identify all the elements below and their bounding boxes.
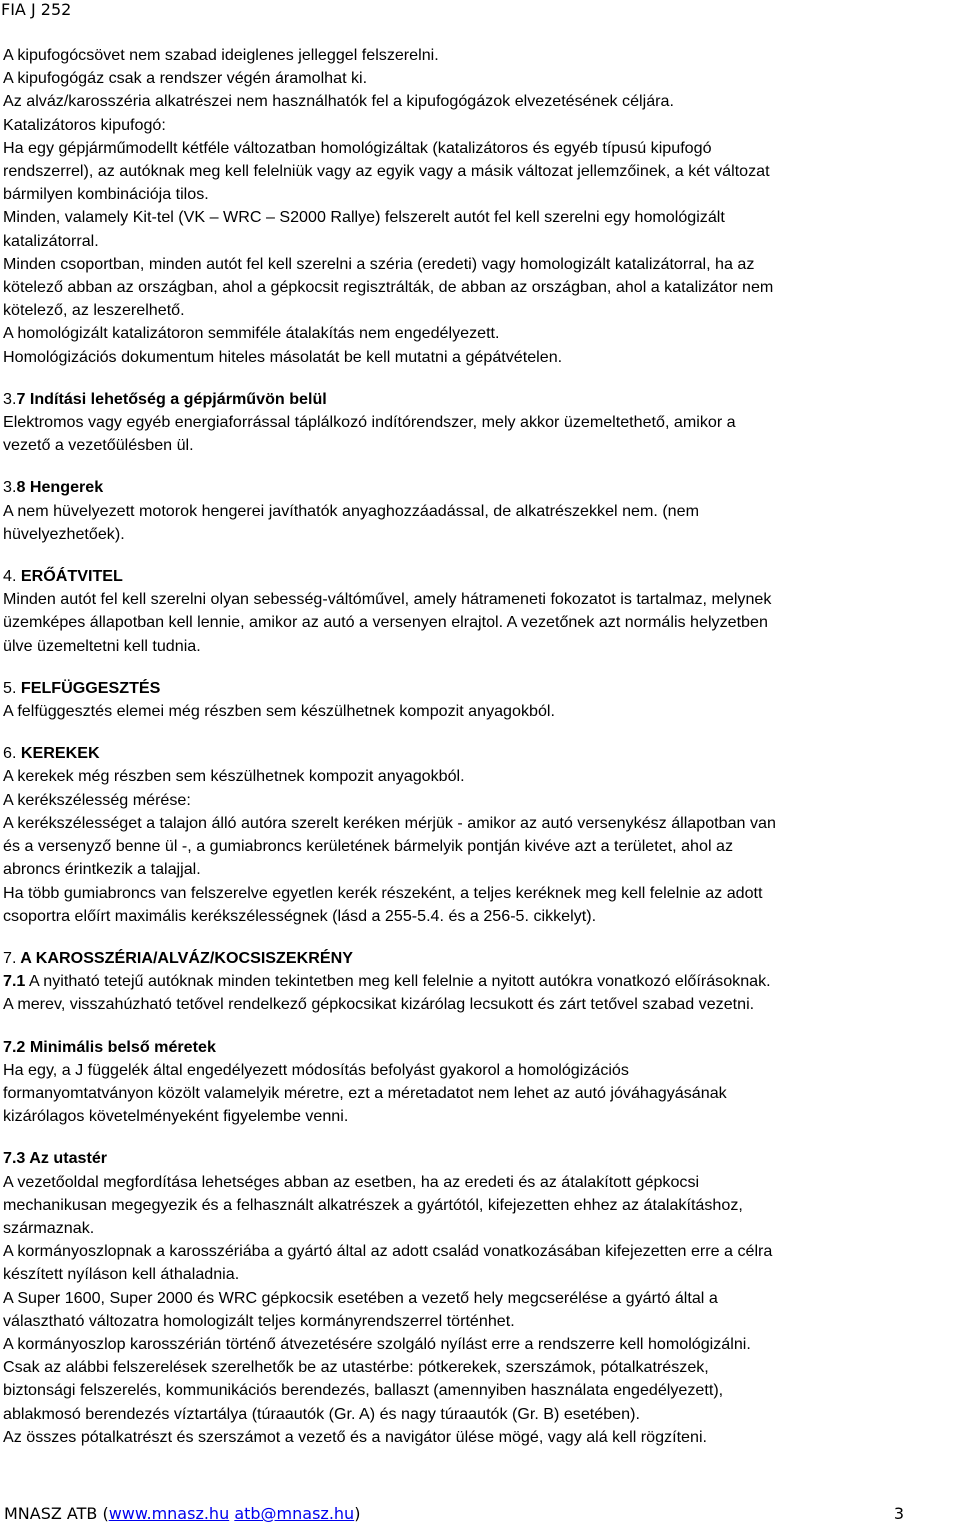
section-gap <box>3 928 960 947</box>
paragraph-line: Minden, valamely Kit-tel (VK – WRC – S2000 Rallye) felszerelt autót fel kell szerelni egy homológizált <box>3 208 725 227</box>
section-gap <box>3 723 960 742</box>
website-link[interactable]: www.mnasz.hu <box>108 1504 230 1523</box>
section-title: 7 Indítási lehetőség a gépjárművön belül <box>16 389 327 408</box>
paragraph-line: kizárólagos követelményeként figyelembe venni. <box>3 1107 349 1126</box>
section-title: Minimális belső méretek <box>25 1037 216 1056</box>
intro-block <box>3 44 960 369</box>
section-4 <box>3 565 960 658</box>
paragraph-line: A kerekek még részben sem készülhetnek kompozit anyagokból. <box>3 767 465 786</box>
paragraph-line: biztonsági felszerelés, kommunikációs berendezés, ballaszt (amennyiben használata engedélyezett), <box>3 1381 724 1400</box>
subsection-number: 7.1 <box>3 972 26 991</box>
section-title: KEREKEK <box>16 744 100 763</box>
paragraph-line: és a versenyző benne ül -, a gumiabroncs kerületének bármelyik pontján kivéve azt a területet, ahol az <box>3 837 733 856</box>
section-heading <box>3 388 960 411</box>
paragraph-line: készített nyíláson kell áthaladnia. <box>3 1265 240 1284</box>
section-heading <box>3 476 960 499</box>
paragraph-line: Csak az alábbi felszerelések szerelhetők be az utastérbe: pótkerekek, szerszámok, pótalkatrészek, <box>3 1358 709 1377</box>
section-gap <box>3 546 960 565</box>
section-number: 7.3 <box>3 1149 26 1168</box>
section-5 <box>3 677 960 723</box>
paragraph-line: A kormányoszlop karosszérián történő átvezetésére szolgáló nyílást erre a rendszerre kell homológizálni. <box>3 1334 751 1353</box>
paragraph-line: A kipufogócsövet nem szabad ideiglenes jelleggel felszerelni. <box>3 46 439 64</box>
section-6 <box>3 742 960 928</box>
section-title: 8 Hengerek <box>16 478 104 497</box>
page-footer <box>4 1503 958 1525</box>
section-heading <box>3 1036 960 1059</box>
document-id: FIA J 252 <box>1 0 72 19</box>
paragraph-line: kötelező, az leszerelhető. <box>3 301 185 320</box>
section-heading <box>3 947 960 970</box>
paragraph-line: A nem hüvelyezett motorok hengerei javíthatók anyaghozzáadással, de alkatrészekkel nem. (nem <box>3 501 699 520</box>
paragraph-line: Katalizátoros kipufogó: <box>3 115 166 134</box>
paragraph-line: formanyomtatványon közölt valamelyik méretre, ezt a méretadatot nem lehet az autó jóváhagyásának <box>3 1083 727 1102</box>
section-gap <box>3 1017 960 1036</box>
section-number: 3. <box>3 478 17 497</box>
section-heading <box>3 742 960 765</box>
section-number: 6. <box>3 744 17 763</box>
section-title: ERŐÁTVITEL <box>16 567 123 586</box>
paragraph-line: Minden autót fel kell szerelni olyan sebesség-váltóművel, amely hátrameneti fokozatot is tartalmaz, melynek <box>3 590 772 609</box>
section-heading <box>3 677 960 700</box>
footer-close: ) <box>354 1504 361 1523</box>
paragraph-line: A kerékszélesség mérése: <box>3 790 191 809</box>
paragraph-line: Az alváz/karosszéria alkatrészei nem használhatók fel a kipufogógázok elvezetésének céljára. <box>3 92 674 111</box>
email-link[interactable]: atb@mnasz.hu <box>234 1504 355 1523</box>
paragraph-line: származnak. <box>3 1218 95 1237</box>
paragraph-line: ablakmosó berendezés víztartálya (túraautók (Gr. A) és nagy túraautók (Gr. B) esetében). <box>3 1404 640 1423</box>
section-title: FELFÜGGESZTÉS <box>16 678 161 697</box>
paragraph-line: csoportra előírt maximális kerékszélességnek (lásd a 255-5.4. és a 256-5. cikkelyt). <box>3 906 597 925</box>
section-7-2 <box>3 1036 960 1129</box>
paragraph-line: Ha több gumiabroncs van felszerelve egyetlen kerék részeként, a teljes keréknek meg kell felelnie az adott <box>3 883 763 902</box>
paragraph-line: Az összes pótalkatrészt és szerszámot a vezető és a navigátor ülése mögé, vagy alá kell rögzíteni. <box>3 1427 707 1446</box>
paragraph-line: Ha egy, a J függelék által engedélyezett módosítás befolyást gyakorol a homológizációs <box>3 1060 629 1079</box>
paragraph-line: kötelező abban az országban, ahol a gépkocsit regisztrálták, de abban az országban, ahol a katalizátor nem <box>3 278 774 297</box>
paragraph-line: A kerékszélességet a talajon álló autóra szerelt keréken mérjük - amikor az autó versenykész állapotban van <box>3 813 776 832</box>
section-title: Az utastér <box>25 1149 108 1168</box>
section-title: A KAROSSZÉRIA/ALVÁZ/KOCSISZEKRÉNY <box>16 948 353 967</box>
section-heading <box>3 1147 960 1170</box>
page-header <box>1 0 71 20</box>
section-number: 7.2 <box>3 1037 26 1056</box>
section-gap <box>3 457 960 476</box>
document-body <box>3 44 960 1449</box>
section-gap <box>3 369 960 388</box>
section-number: 3. <box>3 389 17 408</box>
section-number: 5. <box>3 678 17 697</box>
section-number: 4. <box>3 567 17 586</box>
paragraph-line <box>3 970 960 993</box>
paragraph-line: katalizátorral. <box>3 231 99 250</box>
paragraph-line: bármilyen kombinációja tilos. <box>3 185 209 204</box>
paragraph-line: Minden csoportban, minden autót fel kell szerelni a széria (eredeti) vagy homologizált katalizátorral, ha az <box>3 254 755 273</box>
paragraph-line: A homológizált katalizátoron semmiféle átalakítás nem engedélyezett. <box>3 324 500 343</box>
paragraph-line: üzemképes állapotban kell lennie, amikor az autó a versenyen elrajtol. A vezetőnek azt normális helyzetben <box>3 613 768 632</box>
footer-org: MNASZ ATB ( <box>4 1504 109 1523</box>
section-heading <box>3 565 960 588</box>
section-7 <box>3 947 960 1017</box>
paragraph-line: Elektromos vagy egyéb energiaforrással táplálkozó indítórendszer, mely akkor üzemeltethető, amikor a <box>3 413 736 432</box>
paragraph-line: vezető a vezetőülésben ül. <box>3 436 194 455</box>
paragraph-line: rendszerrel), az autóknak meg kell felelniük vagy az egyik vagy a másik változat jellemzőinek, a két változat <box>3 162 770 181</box>
section-gap <box>3 1128 960 1147</box>
subsection-text: A nyitható tetejű autóknak minden tekintetben meg kell felelnie a nyitott autókra vonatkozó előírásoknak. <box>25 972 771 991</box>
section-number: 7. <box>3 948 17 967</box>
section-gap <box>3 658 960 677</box>
paragraph-line: hüvelyezhetőek). <box>3 524 125 543</box>
page-number: 3 <box>893 1504 904 1523</box>
paragraph-line: Ha egy gépjárműmodellt kétféle változatban homológizáltak (katalizátoros és egyéb típusú kipufogó <box>3 138 712 157</box>
section-3-8 <box>3 476 960 546</box>
paragraph-line: A kipufogógáz csak a rendszer végén áramolhat ki. <box>3 69 368 88</box>
paragraph-line: A vezetőoldal megfordítása lehetséges abban az esetben, ha az eredeti és az átalakított gépkocsi <box>3 1172 700 1191</box>
paragraph-line: A kormányoszlopnak a karosszériába a gyártó által az adott család vonatkozásában kifejezetten erre a célra <box>3 1242 773 1261</box>
paragraph-line: választható változatra homologizált teljes kormányrendszerrel történhet. <box>3 1311 515 1330</box>
section-7-3 <box>3 1147 960 1449</box>
paragraph-line: A felfüggesztés elemei még részben sem készülhetnek kompozit anyagokból. <box>3 702 555 721</box>
paragraph-line: A merev, visszahúzható tetővel rendelkező gépkocsikat kizárólag lecsukott és zárt tetővel szabad vezetni. <box>3 995 755 1014</box>
section-3-7 <box>3 388 960 458</box>
paragraph-line: ülve üzemeltetni kell tudnia. <box>3 636 201 655</box>
paragraph-line: Homológizációs dokumentum hiteles másolatát be kell mutatni a gépátvételen. <box>3 347 563 366</box>
paragraph-line: abroncs érintkezik a talajjal. <box>3 860 201 879</box>
paragraph-line: mechanikusan megegyezik és a felhasznált alkatrészek a gyártótól, kifejezetten ehhez az átalakításhoz, <box>3 1195 743 1214</box>
paragraph-line: A Super 1600, Super 2000 és WRC gépkocsik esetében a vezető hely megcserélése a gyártó által a <box>3 1288 718 1307</box>
